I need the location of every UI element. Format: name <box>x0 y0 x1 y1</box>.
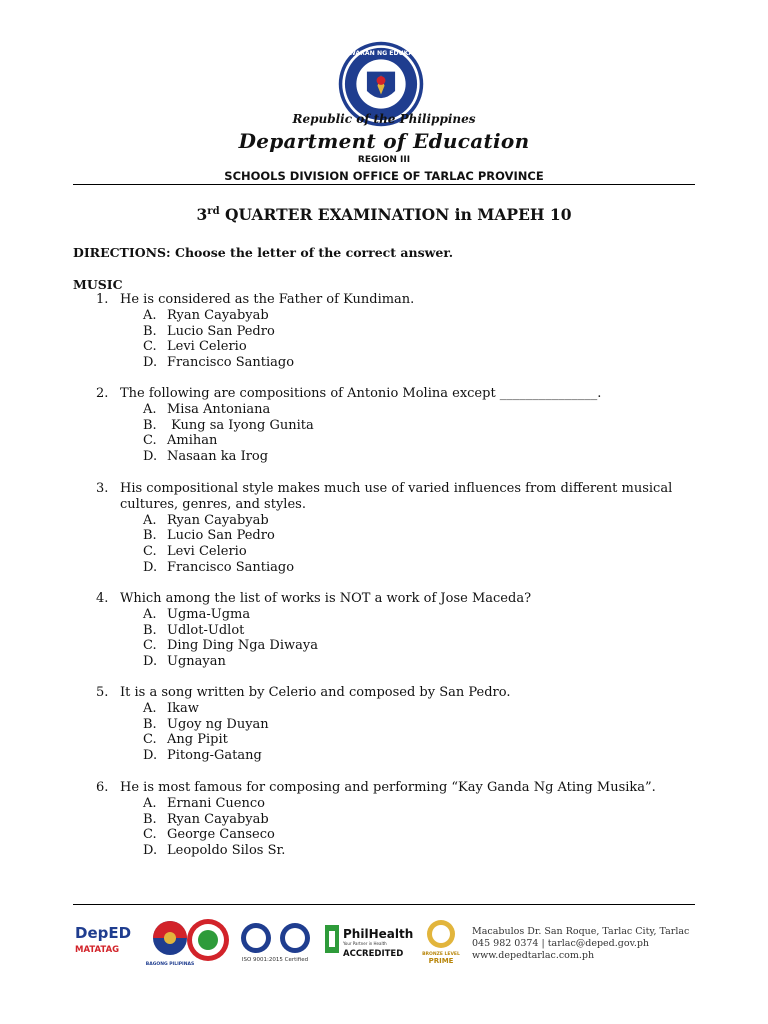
option-text: Ikaw <box>167 700 199 716</box>
answer-option <box>143 513 696 529</box>
option-text: Ryan Cayabyab <box>167 307 269 323</box>
question-item <box>96 386 696 465</box>
option-letter: C. <box>143 827 157 843</box>
option-letter: B. <box>143 528 157 544</box>
iso-certification-logos <box>241 923 310 963</box>
header-region: REGION III <box>357 155 411 165</box>
option-letter: A. <box>143 307 157 323</box>
option-text: Ding Ding Nga Diwaya <box>167 638 318 654</box>
question-number: 5. <box>96 685 109 700</box>
option-text: Ugma-Ugma <box>167 606 251 622</box>
question-text: It is a song written by Celerio and composed by San Pedro. <box>120 685 511 700</box>
matatag-logo-text: MATATAG <box>75 945 120 955</box>
question-item <box>96 780 696 859</box>
option-letter: D. <box>143 748 158 764</box>
philhealth-logo <box>325 925 413 959</box>
section-heading-music: MUSIC <box>73 277 123 292</box>
answer-option <box>143 449 696 465</box>
answer-option <box>143 560 696 576</box>
option-text: Levi Celerio <box>167 544 247 560</box>
answer-option <box>143 638 696 654</box>
answer-option <box>143 748 696 764</box>
option-letter: C. <box>143 433 157 449</box>
answer-option <box>143 418 696 434</box>
answer-option <box>143 796 696 812</box>
option-letter: D. <box>143 843 158 859</box>
question-text: He is most famous for composing and performing “Kay Ganda Ng Ating Musika”. <box>120 780 656 795</box>
answer-option <box>143 433 696 449</box>
question-text: His compositional style makes much use of varied influences from different musical cultures, genres, and styles. <box>120 481 673 512</box>
option-text: Lucio San Pedro <box>167 323 275 339</box>
answer-option <box>143 623 696 639</box>
sdo-tarlac-seal <box>187 919 229 961</box>
deped-logo-text: DepED <box>75 924 132 942</box>
option-letter: D. <box>143 559 158 575</box>
question-text: The following are compositions of Antonio Molina except _______________. <box>120 386 602 401</box>
answer-option <box>143 701 696 717</box>
bagong-pilipinas-logo <box>146 921 194 967</box>
option-text: Ugoy ng Duyan <box>167 716 269 732</box>
option-letter: A. <box>143 795 157 811</box>
option-text: Ryan Cayabyab <box>167 811 269 827</box>
footer-logos <box>73 916 473 968</box>
option-letter: A. <box>143 700 157 716</box>
option-letter: C. <box>143 544 157 560</box>
answer-option <box>143 827 696 843</box>
answer-option <box>143 355 696 371</box>
question-number: 6. <box>96 780 109 795</box>
option-text: Levi Celerio <box>167 339 247 355</box>
option-letter: D. <box>143 654 158 670</box>
option-letter: A. <box>143 512 157 528</box>
option-text: Ryan Cayabyab <box>167 512 269 528</box>
question-number: 1. <box>96 292 109 307</box>
header-division: SCHOOLS DIVISION OFFICE OF TARLAC PROVINCE <box>224 169 544 183</box>
bagong-pilipinas-text: BAGONG PILIPINAS <box>145 962 195 967</box>
option-text: Pitong-Gatang <box>167 748 262 764</box>
option-letter: A. <box>143 401 157 417</box>
answer-option <box>143 717 696 733</box>
answer-option <box>143 544 696 560</box>
answer-option <box>143 339 696 355</box>
option-letter: C. <box>143 732 157 748</box>
question-item <box>96 292 696 371</box>
answer-option <box>143 843 696 859</box>
option-text: George Canseco <box>167 827 275 843</box>
header-divider <box>73 184 695 185</box>
exam-directions: DIRECTIONS: Choose the letter of the correct answer. <box>73 245 454 260</box>
question-text: Which among the list of works is NOT a work of Jose Maceda? <box>120 591 532 606</box>
option-text: Lucio San Pedro <box>167 528 275 544</box>
philhealth-tagline: Your Partner in Health <box>343 941 387 946</box>
option-text: Misa Antoniana <box>167 401 271 417</box>
iso-text: ISO 9001:2015 Certified <box>241 957 309 963</box>
svg-text:KAGAWARAN NG EDUKASYON: KAGAWARAN NG EDUKASYON <box>329 49 433 57</box>
footer-contact <box>472 926 689 962</box>
header-department: Department of Education <box>238 129 530 153</box>
option-text: Kung sa Iyong Gunita <box>167 417 314 433</box>
option-letter: D. <box>143 449 158 465</box>
option-text: Leopoldo Silos Sr. <box>167 843 286 859</box>
philhealth-text: PhilHealth <box>343 927 414 941</box>
option-letter: C. <box>143 339 157 355</box>
footer-address: Macabulos Dr. San Roque, Tarlac City, Tarlac <box>472 926 690 937</box>
option-text: Francisco Santiago <box>167 559 295 575</box>
question-item <box>96 481 696 576</box>
footer-divider <box>73 904 695 905</box>
header-republic: Republic of the Philippines <box>292 112 476 126</box>
answer-option <box>143 308 696 324</box>
accredited-text: ACCREDITED <box>343 949 404 959</box>
option-letter: B. <box>143 417 157 433</box>
answer-option <box>143 812 696 828</box>
option-text: Ugnayan <box>167 654 226 670</box>
option-letter: B. <box>143 323 157 339</box>
option-letter: B. <box>143 811 157 827</box>
option-text: Ang Pipit <box>167 732 228 748</box>
question-number: 2. <box>96 386 109 401</box>
question-number: 3. <box>96 481 109 496</box>
deped-matatag-logo <box>75 924 131 955</box>
option-text: Udlot-Udlot <box>167 622 245 638</box>
bronze-prime-badge <box>422 920 460 965</box>
answer-option <box>143 607 696 623</box>
option-text: Amihan <box>167 433 218 449</box>
question-number: 4. <box>96 591 109 606</box>
option-letter: A. <box>143 606 157 622</box>
option-text: Francisco Santiago <box>167 355 295 371</box>
bronze-level-text: BRONZE LEVEL <box>422 952 460 957</box>
question-text: He is considered as the Father of Kundiman. <box>120 292 415 307</box>
prime-text: PRIME <box>428 957 454 965</box>
option-letter: B. <box>143 716 157 732</box>
footer-website: www.depedtarlac.com.ph <box>472 950 595 961</box>
answer-option <box>143 732 696 748</box>
option-text: Ernani Cuenco <box>167 795 265 811</box>
footer-phone-email: 045 982 0374 | tarlac@deped.gov.ph <box>472 938 650 949</box>
option-text: Nasaan ka Irog <box>167 449 269 465</box>
exam-title: 3rd QUARTER EXAMINATION in MAPEH 10 <box>196 205 572 224</box>
answer-option <box>143 402 696 418</box>
answer-option <box>143 324 696 340</box>
answer-option <box>143 528 696 544</box>
question-item <box>96 591 696 670</box>
option-letter: C. <box>143 638 157 654</box>
question-item <box>96 685 696 764</box>
option-letter: D. <box>143 355 158 371</box>
answer-option <box>143 654 696 670</box>
option-letter: B. <box>143 622 157 638</box>
